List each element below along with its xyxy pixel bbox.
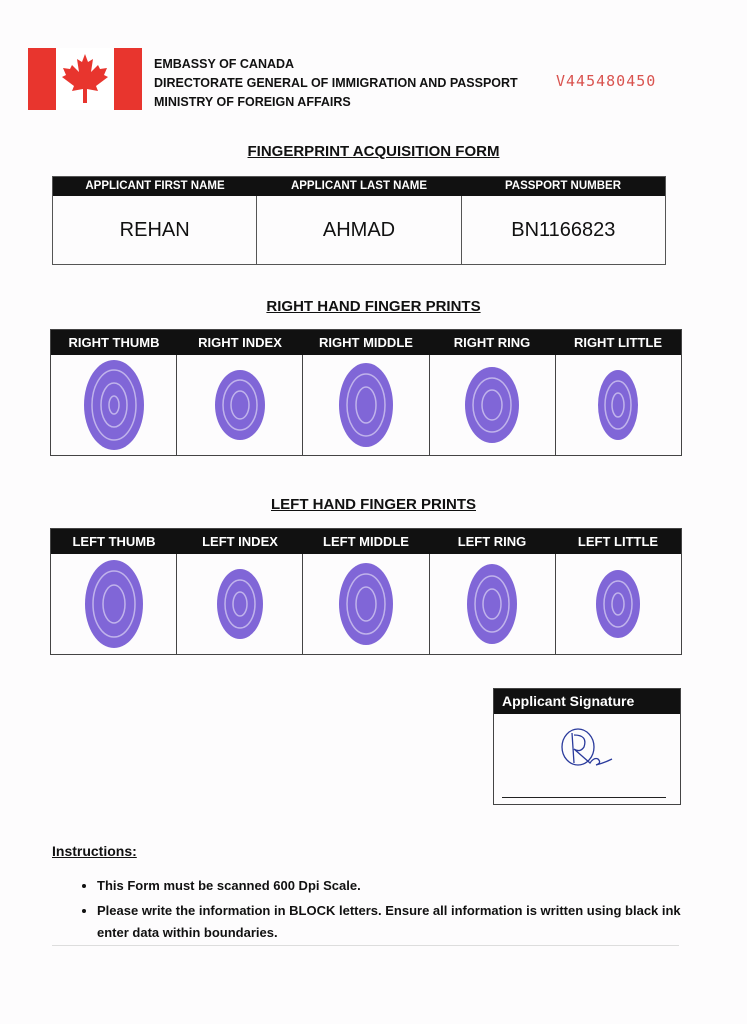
instruction-item: • This Form must be scanned 600 Dpi Scale.: [97, 875, 697, 897]
right-ring-label: RIGHT RING: [453, 335, 531, 350]
instruction-item: • Please write the information in BLOCK letters. Ensure all information is written using black ink enter data within boundaries.: [97, 900, 697, 944]
left-ring-print: [465, 562, 519, 646]
applicant-info-table: [52, 176, 666, 265]
last-name-header: APPLICANT LAST NAME: [290, 180, 428, 192]
passport-number-header: PASSPORT NUMBER: [504, 180, 622, 192]
right-middle-cell: [303, 355, 429, 455]
left-ring-label: LEFT RING: [457, 534, 527, 549]
instructions-list: [75, 875, 697, 944]
embassy-header: [154, 55, 518, 112]
passport-number-field[interactable]: BN1166823: [511, 219, 616, 241]
left-hand-table: [50, 528, 682, 655]
embassy-name: EMBASSY OF CANADA: [154, 57, 295, 71]
left-middle-cell: [303, 554, 429, 654]
signature-label: Applicant Signature: [494, 689, 680, 714]
applicant-signature-mark: [552, 723, 622, 773]
footer-divider: [52, 945, 679, 946]
ministry-name: MINISTRY OF FOREIGN AFFAIRS: [154, 95, 351, 109]
left-thumb-print: [83, 558, 145, 650]
form-title: FINGERPRINT ACQUISITION FORM: [247, 143, 500, 160]
left-index-print: [215, 567, 265, 641]
left-middle-label: LEFT MIDDLE: [323, 534, 409, 549]
left-hand-title: LEFT HAND FINGER PRINTS: [271, 496, 476, 513]
right-little-print: [596, 368, 640, 442]
last-name-field[interactable]: AHMAD: [257, 196, 461, 264]
signature-line: [502, 797, 666, 798]
form-serial-number: V445480450: [556, 72, 657, 90]
left-index-label: LEFT INDEX: [202, 534, 278, 549]
right-middle-print: [337, 361, 395, 449]
right-hand-title: RIGHT HAND FINGER PRINTS: [266, 298, 481, 315]
directorate-name: DIRECTORATE GENERAL OF IMMIGRATION AND PASSPORT: [154, 76, 518, 90]
left-little-print: [594, 568, 642, 640]
right-little-label: RIGHT LITTLE: [573, 335, 663, 350]
right-index-cell: [177, 355, 303, 455]
first-name-field[interactable]: REHAN: [53, 196, 257, 264]
left-little-cell: [556, 554, 681, 654]
signature-box[interactable]: [493, 688, 681, 805]
left-middle-print: [337, 561, 395, 647]
left-thumb-cell: [51, 554, 177, 654]
right-thumb-label: RIGHT THUMB: [68, 335, 160, 350]
left-little-label: LEFT LITTLE: [577, 534, 659, 549]
left-thumb-label: LEFT THUMB: [72, 534, 156, 549]
canada-flag-logo: [28, 48, 142, 110]
right-ring-cell: [430, 355, 556, 455]
right-little-cell: [556, 355, 681, 455]
right-thumb-cell: [51, 355, 177, 455]
instructions-title: Instructions:: [52, 843, 137, 859]
right-ring-print: [463, 365, 521, 445]
left-index-cell: [177, 554, 303, 654]
first-name-header: APPLICANT FIRST NAME: [85, 180, 225, 192]
left-ring-cell: [430, 554, 556, 654]
right-index-label: RIGHT INDEX: [198, 335, 282, 350]
right-thumb-print: [82, 358, 146, 452]
right-index-print: [213, 368, 267, 442]
right-hand-table: [50, 329, 682, 456]
right-middle-label: RIGHT MIDDLE: [319, 335, 413, 350]
